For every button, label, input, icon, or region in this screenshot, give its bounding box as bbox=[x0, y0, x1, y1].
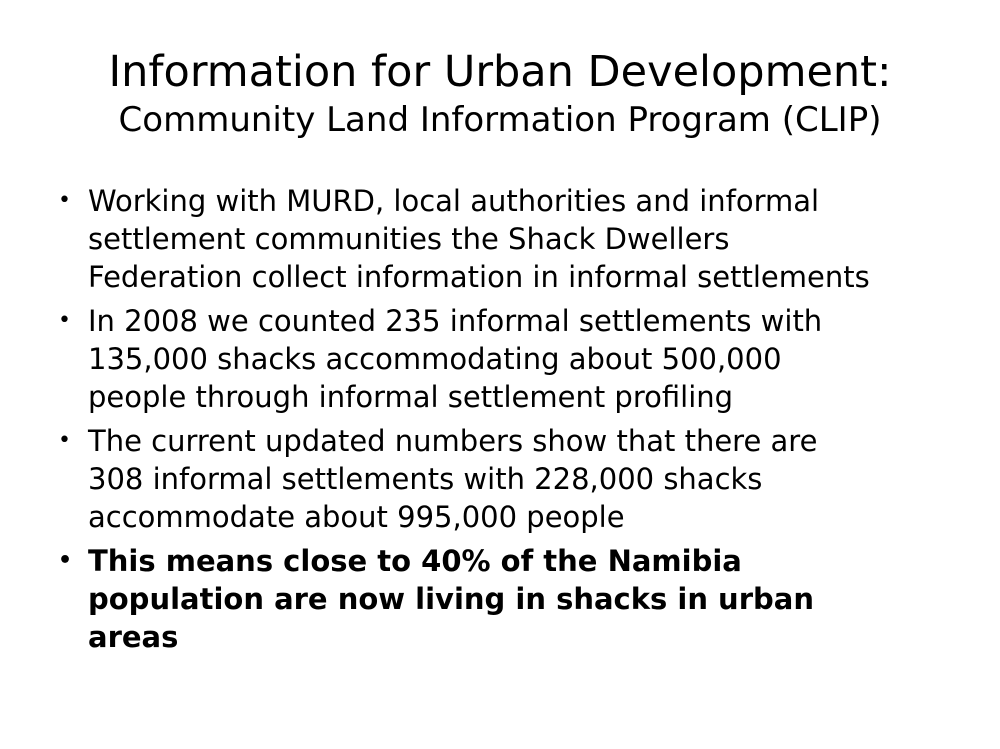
bullet-icon: • bbox=[58, 308, 71, 333]
bullet-item-4 bbox=[58, 542, 958, 656]
bullet-line: areas bbox=[88, 620, 179, 654]
title-subtitle: Community Land Information Program (CLIP) bbox=[118, 100, 882, 140]
bullet-line: In 2008 we counted 235 informal settlements with bbox=[88, 304, 823, 338]
slide-title bbox=[40, 46, 960, 142]
bullet-line: 308 informal settlements with 228,000 shacks bbox=[88, 462, 763, 496]
bullet-icon: • bbox=[58, 428, 71, 453]
bullet-list bbox=[58, 182, 958, 662]
title-main: Information for Urban Development: bbox=[108, 47, 892, 97]
bullet-line: Working with MURD, local authorities and informal bbox=[88, 184, 820, 218]
bullet-item-2 bbox=[58, 302, 958, 416]
bullet-line: The current updated numbers show that there are bbox=[88, 424, 818, 458]
bullet-line: people through informal settlement profiling bbox=[88, 380, 734, 414]
bullet-item-3 bbox=[58, 422, 958, 536]
bullet-line: This means close to 40% of the Namibia bbox=[88, 544, 742, 578]
bullet-icon: • bbox=[58, 548, 73, 573]
bullet-icon: • bbox=[58, 188, 71, 213]
bullet-line: settlement communities the Shack Dwellers bbox=[88, 222, 730, 256]
bullet-item-1 bbox=[58, 182, 958, 296]
bullet-line: Federation collect information in informal settlements bbox=[88, 260, 870, 294]
bullet-line: 135,000 shacks accommodating about 500,000 bbox=[88, 342, 782, 376]
bullet-line: accommodate about 995,000 people bbox=[88, 500, 625, 534]
bullet-line: population are now living in shacks in urban bbox=[88, 582, 814, 616]
